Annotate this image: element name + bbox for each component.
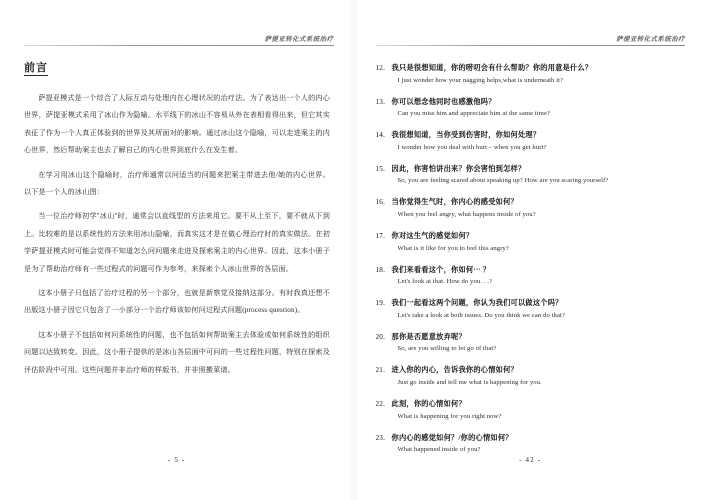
question-english: When you feel angry, what happens inside of you?: [397, 210, 536, 218]
header-rule-right: [376, 45, 686, 46]
question-list: [376, 62, 688, 465]
item-number: 22.: [375, 399, 386, 408]
question-chinese: 我很想知道，当你受到伤害时，你如何处理？: [391, 131, 541, 140]
list-item: [376, 163, 688, 188]
question-chinese: 你内心的感觉如何？/你的心情如何？: [391, 433, 513, 442]
list-item: [376, 398, 688, 423]
running-header-left: 萨提亚转化式系统治疗: [264, 36, 334, 43]
item-number: 21.: [375, 366, 386, 375]
question-english: Just go inside and tell me what is happening for you.: [397, 378, 542, 386]
question-english: What is happening for you right now?: [397, 412, 502, 420]
question-english: Let's take a look at both issues. Do you think we can do that?: [397, 311, 565, 319]
question-english: I just wonder how your nagging helps,what is underneath it?: [397, 76, 564, 84]
question-chinese: 我只是很想知道，你的唠叨会有什么帮助？你的用意是什么？: [391, 64, 593, 72]
list-item: [376, 62, 688, 87]
question-chinese: 你对这生气的感觉如何？: [391, 231, 474, 240]
paragraph: 在学习用冰山这个隐喻时，治疗师通常以问适当的问题来把案主带进去他/她的内心世界。以下是一个人的冰山图：: [24, 170, 330, 197]
paragraph: 萨提亚模式是一个综合了人际互动与处理内在心理状况的治疗法。为了表达出一个人的内心世界，萨提亚模式采用了冰山作为隐喻。水平线下的冰山不容易从外在表相看得出来，但它其实表征了作为一个人真正体验到的世界及其所面对的影响。通过冰山这个隐喻，可以走进案主的内心世界，然后帮助案主也去了解自己的内心世界到底什么在发生着。: [24, 94, 330, 155]
item-number: 17.: [375, 231, 386, 240]
list-item: [376, 364, 688, 389]
header-rule-left: [24, 45, 334, 46]
page-number-left: - 5 -: [167, 456, 186, 464]
running-header-right: 萨提亚转化式系统治疗: [616, 36, 685, 43]
question-english: Let's look at that. How do you. . .?: [397, 278, 493, 286]
list-item: [376, 264, 688, 289]
question-chinese: 此刻，你的心情如何？: [391, 399, 466, 408]
item-number: 16.: [375, 198, 386, 207]
list-item: [376, 196, 688, 221]
item-number: 14.: [375, 131, 386, 140]
item-number: 19.: [375, 299, 386, 308]
question-chinese: 那你是否愿意放弃呢？: [391, 332, 466, 341]
paragraph: 这本小册子只包括了治疗过程的另一个部分，也就是新察觉及接纳这部分。有时我真还想不出版这小册子因它只包含了一小部分一个治疗师该如何问过程式问题(process question)。: [24, 289, 330, 315]
list-item: [376, 331, 688, 356]
paragraph: 当一位治疗师初学"冰山"时，通常会以直线型的方法来用它。要不从上至下，要不就从下到上。比较难的是以系统性的方法来用冰山隐喻，而真实这才是在做心理治疗时的真实做法。在初学萨提亚模式时可能会觉得不知道怎么问问题来走进及探索案主的内心世界。因此，这本小册子是为了帮助治疗师有一些过程式的问题可作为参考，来探索个人冰山世界的各层面。: [24, 212, 330, 273]
question-english: Can you miss him and appreciate him at the same time?: [397, 110, 551, 118]
list-item: [376, 96, 688, 121]
item-number: 15.: [375, 164, 386, 173]
list-item: [376, 432, 688, 457]
item-number: 13.: [375, 97, 386, 106]
right-page: [354, 0, 707, 500]
question-chinese: 因此，你害怕讲出来？你会害怕到怎样？: [391, 164, 526, 173]
item-number: 18.: [375, 265, 386, 274]
item-number: 12.: [375, 64, 386, 72]
left-body-column: [24, 90, 330, 386]
question-english: I wonder how you deal with hurt – when you get hurt?: [397, 143, 547, 151]
question-english: So, are you willing to let go of that?: [397, 345, 497, 353]
question-english: What happened inside of you?: [397, 446, 481, 454]
item-number: 23.: [375, 433, 386, 442]
question-english: What is it like for you to feel this angry?: [397, 244, 509, 252]
question-english: So, you are feeling scared about speaking up? How are you scaring yourself?: [397, 177, 609, 185]
page-number-right: - 42 -: [519, 456, 542, 464]
item-number: 20.: [375, 332, 386, 341]
page-title: 前言: [24, 62, 48, 76]
question-chinese: 当你觉得生气时，你内心的感受如何？: [391, 198, 518, 207]
list-item: [376, 297, 688, 322]
question-chinese: 我们一起看这两个问题，你认为我们可以做这个吗？: [391, 299, 563, 308]
paragraph: 这本小册子不包括如何问系统性的问题，也不包括如何帮助案主去体验或如何系统性的组织问题以达致转变。因此，这小册子提供的是冰山各层面中可问的一些过程性问题，特别在探索及评估阶段中可用。这些问题并非治疗师的样版书，并非照搬菜谱。: [24, 330, 330, 374]
list-item: [376, 230, 688, 255]
list-item: [376, 129, 688, 154]
question-chinese: 我们来看看这个，你如何⋯ ？: [391, 265, 491, 274]
question-chinese: 进入你的内心，告诉我你的心情如何？: [391, 366, 518, 375]
question-chinese: 你可以想念他同时也感激他吗？: [391, 97, 496, 106]
